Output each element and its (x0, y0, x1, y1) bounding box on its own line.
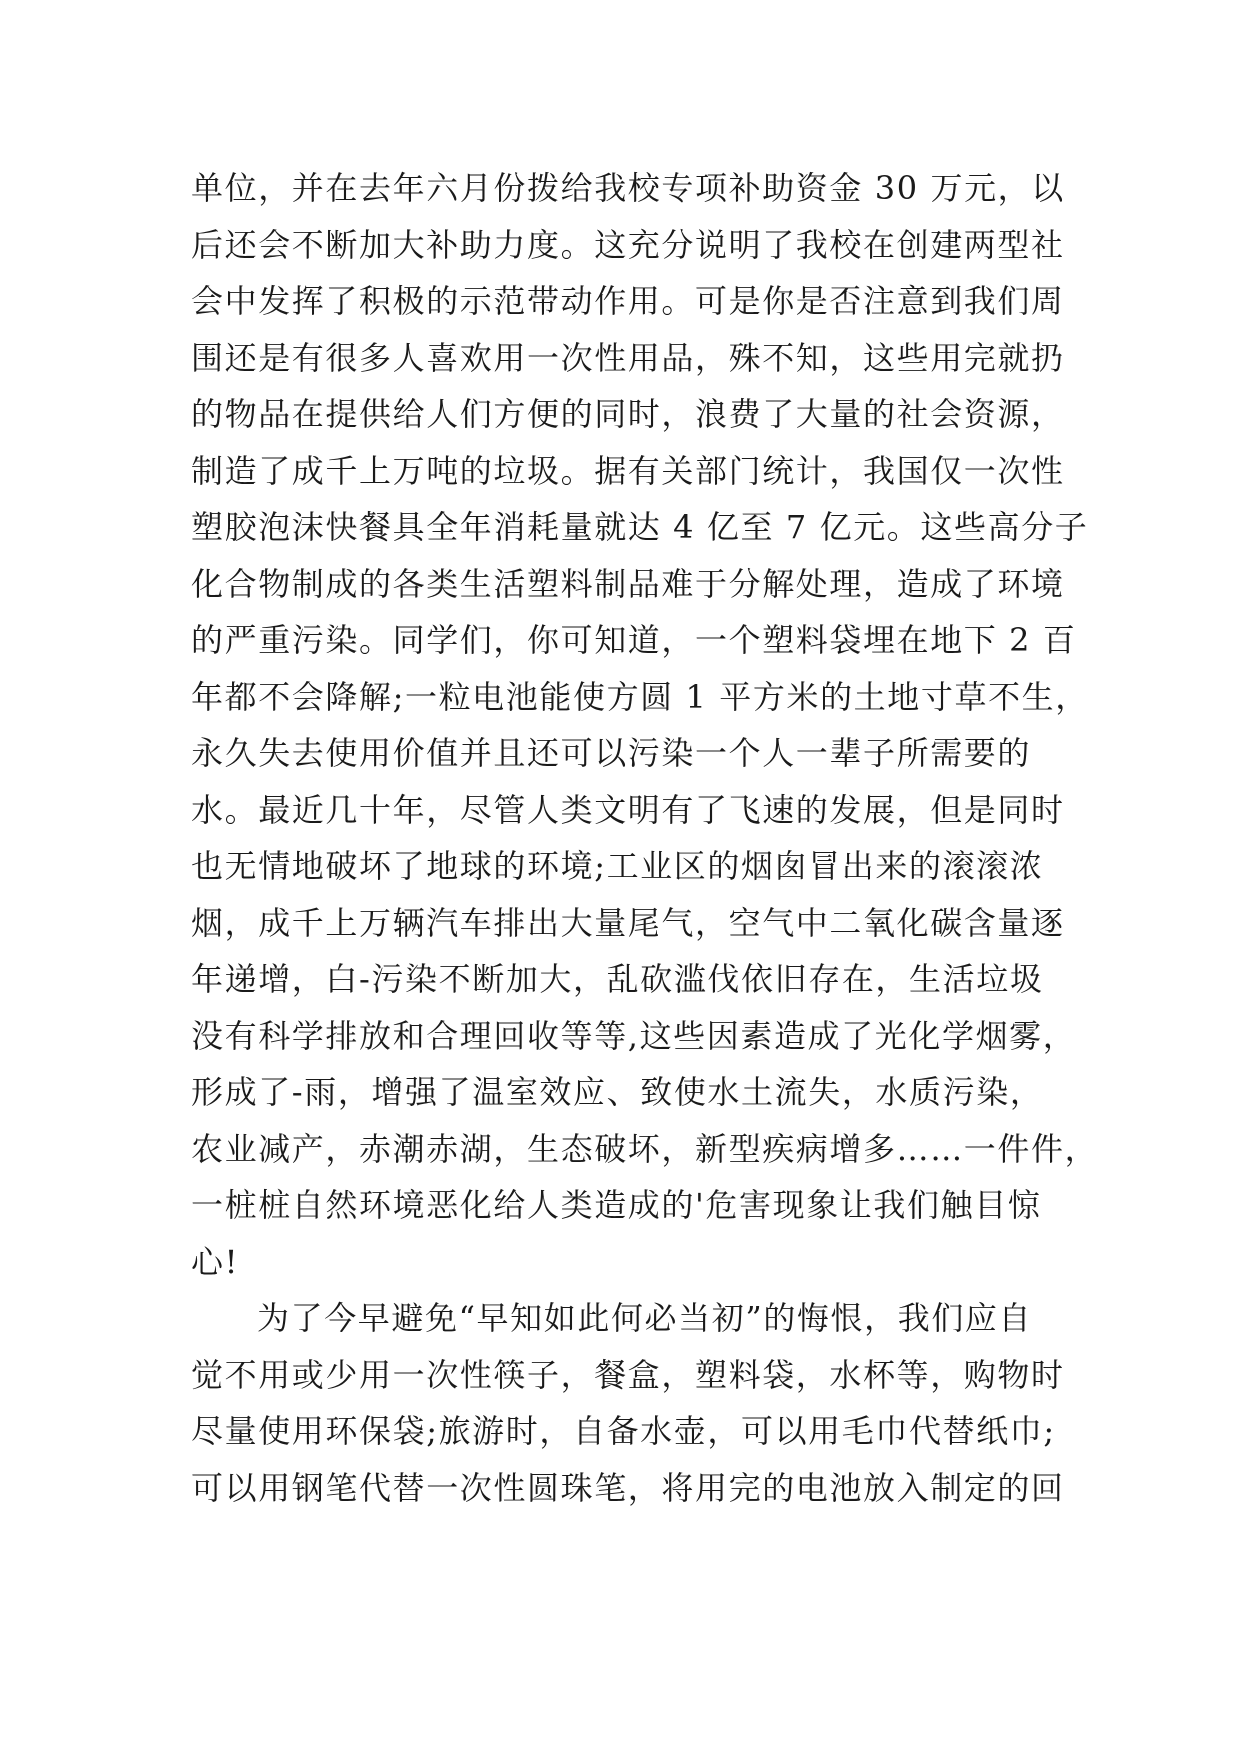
body-text (191, 160, 1099, 1516)
text-line: 围还是有很多人喜欢用一次性用品，殊不知，这些用完就扔 (191, 338, 1065, 377)
text-line: 年都不会降解;一粒电池能使方圆 1 平方米的土地寸草不生， (191, 677, 1089, 716)
text-line: 水。最近几十年，尽管人类文明有了飞速的发展，但是同时 (191, 790, 1065, 829)
text-line: 农业减产，赤潮赤湖，生态破坏，新型疾病增多……一件件， (191, 1129, 1099, 1168)
text-line: 后还会不断加大补助力度。这充分说明了我校在创建两型社 (191, 225, 1065, 264)
text-line: 烟，成千上万辆汽车排出大量尾气，空气中二氧化碳含量逐 (191, 903, 1065, 942)
text-line: 的物品在提供给人们方便的同时，浪费了大量的社会资源， (191, 395, 1065, 433)
text-line: 化合物制成的各类生活塑料制品难于分解处理，造成了环境 (191, 564, 1065, 603)
text-line: 也无情地破坏了地球的环境;工业区的烟囱冒出来的滚滚浓 (191, 847, 1044, 885)
text-line: 单位，并在去年六月份拨给我校专项补助资金 30 万元，以 (191, 169, 1065, 207)
text-line: 制造了成千上万吨的垃圾。据有关部门统计，我国仅一次性 (191, 451, 1065, 490)
text-line: 的严重污染。同学们，你可知道，一个塑料袋埋在地下 2 百 (191, 621, 1077, 659)
text-line: 没有科学排放和合理回收等等,这些因素造成了光化学烟雾， (191, 1016, 1077, 1055)
text-line: 可以用钢笔代替一次性圆珠笔，将用完的电池放入制定的回 (191, 1468, 1065, 1507)
text-line: 一桩桩自然环境恶化给人类造成的'危害现象让我们触目惊 (191, 1186, 1042, 1224)
text-line: 塑胶泡沫快餐具全年消耗量就达 4 亿至 7 亿元。这些高分子 (191, 508, 1089, 546)
text-line: 年递增，白-污染不断加大，乱砍滥伐依旧存在，生活垃圾 (191, 960, 1044, 998)
text-line: 会中发挥了积极的示范带动作用。可是你是否注意到我们周 (191, 282, 1065, 320)
text-line: 心! (191, 1242, 240, 1281)
text-line: 觉不用或少用一次性筷子，餐盒，塑料袋，水杯等，购物时 (191, 1355, 1065, 1394)
paragraph-first-line: 为了今早避免“早知如此何必当初”的悔恨，我们应自 (257, 1299, 1033, 1337)
text-line: 尽量使用环保袋;旅游时，自备水壶，可以用毛巾代替纸巾; (191, 1412, 1056, 1450)
text-line: 永久失去使用价值并且还可以污染一个人一辈子所需要的 (191, 734, 1032, 772)
text-line: 形成了-雨，增强了温室效应、致使水土流失，水质污染， (191, 1073, 1044, 1111)
